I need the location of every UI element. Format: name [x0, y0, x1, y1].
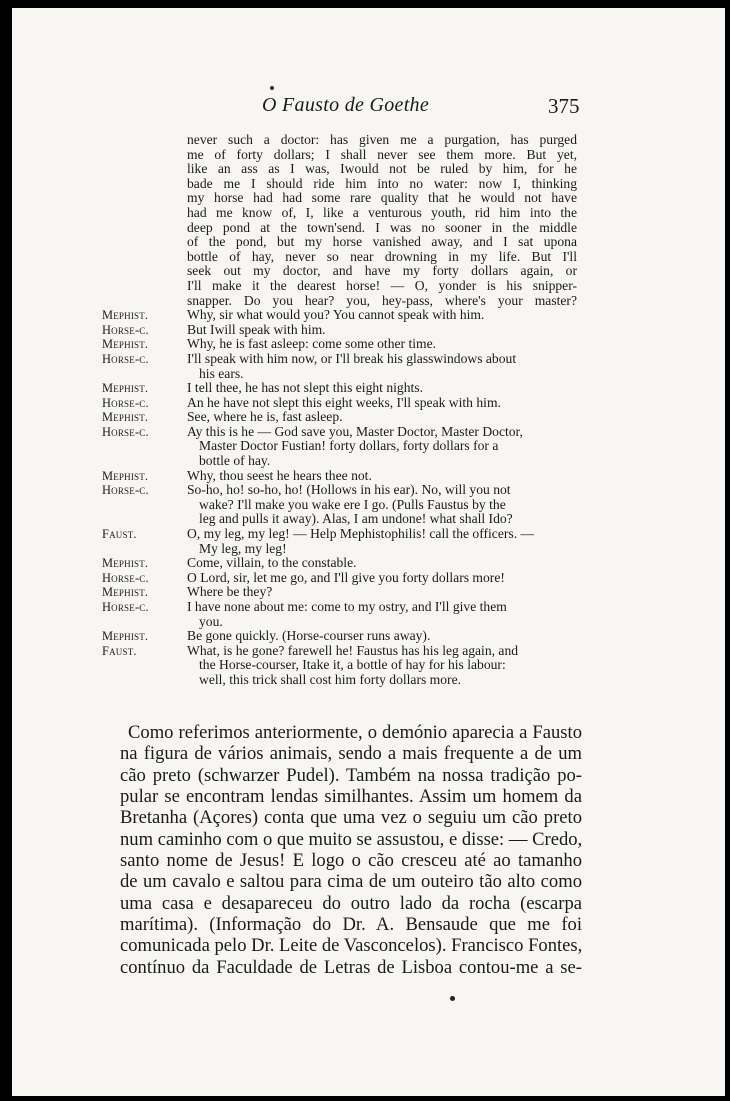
prose-line: pular se encontram lendas similhantes. Assim um homem da [120, 786, 582, 808]
speech-line: My leg, my leg! [199, 540, 287, 556]
speaker: Faust. [102, 643, 137, 658]
speech-line: Ay this is he — God save you, Master Doctor, Master Doctor, [187, 423, 523, 439]
ink-speck [450, 996, 455, 1001]
speaker: Horse-c. [102, 351, 149, 366]
page-header [12, 94, 725, 118]
speech [102, 629, 577, 644]
speech [102, 396, 577, 411]
prose-line: contínuo da Faculdade de Letras de Lisboa contou-me a se- [120, 956, 582, 978]
intro-line: had me know of, I, like a venturous youth, rid him into the [187, 204, 577, 220]
prose-line: Bretanha (Açores) conta que uma vez o seguiu um cão preto [120, 807, 582, 829]
speaker: Mephist. [102, 337, 149, 352]
play-excerpt [102, 133, 577, 688]
speech-text: But Iwill speak with him. [187, 321, 326, 337]
speech-text: Be gone quickly. (Horse-courser runs away). [187, 628, 431, 644]
intro-line: like an ass as I was, Iwould not be ruled by him, for he [187, 161, 577, 177]
prose-line: santo nome de Jesus! E logo o cão cresceu até ao tamanho [120, 850, 582, 872]
speaker: Horse-c. [102, 322, 149, 337]
speech-text: Why, sir what would you? You cannot speak with him. [187, 307, 485, 323]
speech-line: bottle of hay. [199, 453, 271, 469]
prose-line: na figura de vários animais, sendo a mais frequente a de um [120, 743, 582, 765]
running-title: O Fausto de Goethe [262, 94, 430, 116]
speech-text: I tell thee, he has not slept this eight nights. [187, 380, 423, 396]
speech [102, 483, 577, 527]
intro-line: seek out my doctor, and have my forty dollars again, or [187, 263, 577, 279]
speech-text: Why, he is fast asleep: come some other time. [187, 336, 437, 352]
speech [102, 644, 577, 688]
speech-text: See, where he is, fast asleep. [187, 409, 343, 425]
book-page [12, 8, 725, 1096]
speech [102, 381, 577, 396]
speaker: Mephist. [102, 468, 149, 483]
speech-text: Come, villain, to the constable. [187, 555, 357, 571]
speech [102, 556, 577, 571]
speech-text: Where be they? [187, 584, 273, 600]
ink-speck [270, 86, 274, 90]
speaker: Mephist. [102, 556, 149, 571]
intro-speech [102, 133, 577, 308]
speaker: Faust. [102, 527, 137, 542]
speaker: Mephist. [102, 410, 149, 425]
speech [102, 585, 577, 600]
speech [102, 308, 577, 323]
speech [102, 337, 577, 352]
commentary-paragraph [120, 722, 582, 978]
speaker: Horse-c. [102, 483, 149, 498]
prose-line: comunicada pelo Dr. Leite de Vasconcelos). Francisco Fontes, [120, 935, 583, 957]
speech-text: Why, thou seest he hears thee not. [187, 467, 372, 483]
prose-line: cão preto (schwarzer Pudel). Também na nossa tradição po- [120, 764, 582, 786]
intro-line: I'll make it the dearest horse! — O, yonder is his snipper- [187, 277, 577, 293]
prose-line: num caminho com o que muito se assustou, e disse: — Credo, [120, 828, 583, 850]
speech-line: I have none about me: come to my ostry, and I'll give them [187, 599, 507, 614]
speech [102, 323, 577, 338]
speech-line: Master Doctor Fustian! forty dollars, forty dollars for a [199, 438, 499, 454]
intro-line: deep pond at the town'send. I was no sooner in the middle [187, 219, 577, 235]
speaker: Horse-c. [102, 424, 149, 439]
intro-line: bottle of hay, never so near drowning in my life. But I'll [187, 248, 577, 264]
speech-line: well, this trick shall cost him forty dollars more. [199, 671, 462, 687]
speaker: Horse-c. [102, 395, 149, 410]
speech [102, 571, 577, 586]
speaker: Mephist. [102, 629, 149, 644]
intro-line: me of forty dollars; I shall never see them more. But yet, [187, 146, 577, 162]
speech [102, 469, 577, 484]
speech [102, 425, 577, 469]
page-number: 375 [548, 94, 580, 118]
prose-line: de um cavalo e saltou para cima de um outeiro tão alto como [120, 871, 582, 893]
intro-line: of the pond, but my horse vanished away, and I sat upona [187, 234, 577, 250]
speaker: Horse-c. [102, 600, 149, 614]
speaker: Mephist. [102, 381, 149, 396]
speech-line: the Horse-courser, Itake it, a bottle of hay for his labour: [199, 657, 506, 673]
prose-line: uma casa e desapareceu do outro lado da rocha (escarpa [120, 892, 582, 914]
speech-line: What, is he gone? farewell he! Faustus has his leg again, and [187, 642, 519, 658]
prose-line: Como referimos anteriormente, o demónio aparecia a Fausto [128, 722, 582, 743]
intro-line: bade me I should ride him into no water: now I, thinking [187, 175, 577, 191]
intro-line: never such a doctor: has given me a purgation, has purged [187, 132, 577, 147]
speech-line: his ears. [199, 365, 244, 381]
intro-line: my horse had had some rare quality that he would not have [187, 190, 577, 206]
speech-line: O, my leg, my leg! — Help Mephistophilis! call the officers. — [187, 526, 535, 542]
speech [102, 527, 577, 556]
speech-line: I'll speak with him now, or I'll break his glasswindows about [187, 350, 517, 366]
speech-text: O Lord, sir, let me go, and I'll give you forty dollars more! [187, 569, 505, 585]
speech [102, 410, 577, 425]
speech-line: wake? I'll make you wake ere I go. (Pulls Faustus by the [199, 496, 506, 512]
speaker: Mephist. [102, 585, 149, 600]
speech-line: leg and pulls it away). Alas, I am undone! what shall Ido? [199, 511, 513, 527]
speaker: Horse-c. [102, 570, 149, 585]
intro-line: snapper. Do you hear? you, hey-pass, where's your master? [187, 292, 577, 308]
speech-line: So-ho, ho! so-ho, ho! (Hollows in his ear). No, will you not [187, 482, 511, 498]
speech [102, 600, 577, 629]
speaker: Mephist. [102, 308, 149, 323]
speech-line: you. [199, 613, 223, 629]
speech-text: An he have not slept this eight weeks, I'll speak with him. [187, 394, 501, 410]
speech [102, 352, 577, 381]
prose-line: marítima). (Informação do Dr. A. Bensaude que me foi [120, 914, 582, 936]
